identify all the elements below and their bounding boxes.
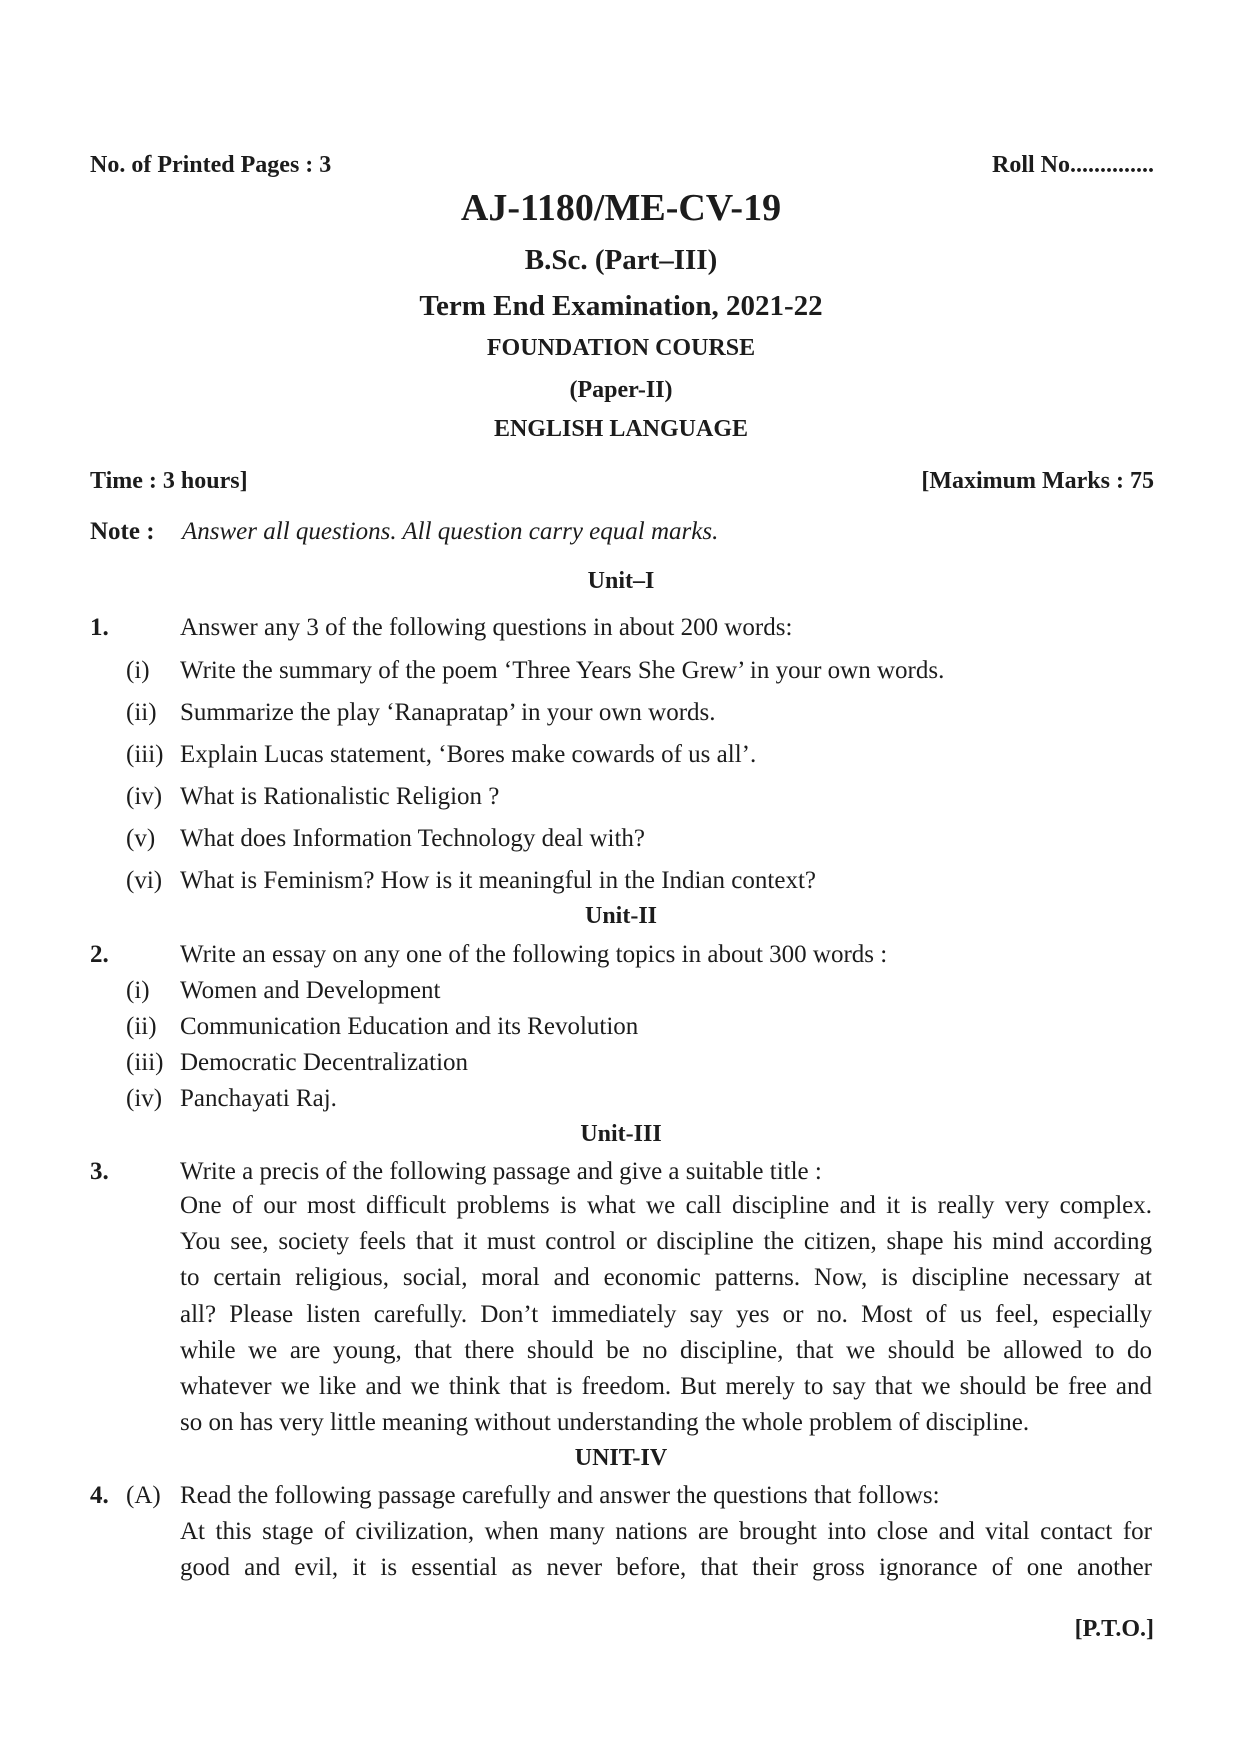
- q1-item-text: What is Feminism? How is it meaningful in the Indian context?: [180, 867, 816, 894]
- q1-item-text: Explain Lucas statement, ‘Bores make cowards of us all’.: [180, 741, 757, 768]
- paper-number: (Paper-II): [569, 377, 673, 403]
- q1-item-text: What does Information Technology deal with?: [180, 825, 646, 852]
- q2-item-label: (ii): [126, 1013, 157, 1040]
- q1-item-label: (v): [126, 825, 156, 852]
- exam-title: Term End Examination, 2021-22: [419, 290, 823, 322]
- passage-line: At this stage of civilization, when many nations are brought into close and vital contact for: [180, 1518, 1152, 1545]
- q2-item-label: (iv): [126, 1085, 163, 1112]
- question-3-text: Write a precis of the following passage and give a suitable title :: [180, 1158, 822, 1185]
- question-1-number: 1.: [90, 614, 109, 641]
- passage-line: good and evil, it is essential as never before, that their gross ignorance of one another: [180, 1554, 1152, 1582]
- q1-item-label: (i): [126, 657, 150, 684]
- passage-line: whatever we like and we think that is freedom. But merely to say that we should be free and: [180, 1372, 1152, 1400]
- time-allowed: Time : 3 hours]: [90, 468, 248, 494]
- q1-item-label: (iii): [126, 741, 164, 768]
- course-title: B.Sc. (Part–III): [524, 244, 718, 276]
- paper-code: AJ-1180/ME-CV-19: [460, 187, 782, 229]
- q2-item-text: Panchayati Raj.: [180, 1085, 337, 1112]
- maximum-marks: [Maximum Marks : 75: [921, 468, 1154, 494]
- foundation-course: FOUNDATION COURSE: [486, 335, 756, 361]
- precis-passage: [180, 1188, 1152, 1441]
- passage-line: all? Please listen carefully. Don’t immediately say yes or no. Most of us feel, especially: [180, 1300, 1152, 1328]
- question-1-text: Answer any 3 of the following questions in about 200 words:: [180, 614, 793, 641]
- q2-item-label: (iii): [126, 1049, 164, 1076]
- q2-item-text: Communication Education and its Revolution: [180, 1013, 639, 1040]
- note-text: Answer all questions. All question carry equal marks.: [182, 518, 719, 545]
- unit-2-heading: Unit-II: [584, 903, 657, 929]
- roll-no: Roll No..............: [992, 152, 1154, 178]
- pto-marker: [P.T.O.]: [1074, 1616, 1154, 1642]
- passage-line: You see, society feels that it must control or discipline the citizen, shape his mind according: [180, 1228, 1152, 1256]
- question-2-number: 2.: [90, 941, 109, 968]
- q1-item-text: Summarize the play ‘Ranapratap’ in your own words.: [180, 699, 716, 726]
- question-4-number: 4.: [90, 1482, 109, 1509]
- printed-pages: No. of Printed Pages : 3: [90, 152, 332, 178]
- passage-line: One of our most difficult problems is what we call discipline and it is really very complex.: [180, 1192, 1152, 1219]
- passage-line: so on has very little meaning without understanding the whole problem of discipline.: [180, 1409, 1030, 1437]
- question-3-number: 3.: [90, 1158, 109, 1185]
- note-label: Note :: [90, 518, 155, 545]
- comprehension-passage: [180, 1514, 1152, 1586]
- q1-item-text: What is Rationalistic Religion ?: [180, 783, 500, 810]
- q1-item-label: (vi): [126, 867, 163, 894]
- passage-line: to certain religious, social, moral and economic patterns. Now, is discipline necessary at: [180, 1264, 1152, 1292]
- unit-3-heading: Unit-III: [580, 1121, 662, 1147]
- q1-item-label: (ii): [126, 699, 157, 726]
- q1-item-text: Write the summary of the poem ‘Three Years She Grew’ in your own words.: [180, 657, 945, 684]
- unit-4-heading: UNIT-IV: [574, 1445, 668, 1471]
- question-4-part-label: (A): [126, 1482, 161, 1509]
- passage-line: while we are young, that there should be no discipline, that we should be allowed to do: [180, 1336, 1152, 1364]
- q2-item-text: Democratic Decentralization: [180, 1049, 469, 1076]
- question-4-text: Read the following passage carefully and answer the questions that follows:: [180, 1482, 940, 1509]
- unit-1-heading: Unit–I: [587, 568, 655, 594]
- question-2-text: Write an essay on any one of the following topics in about 300 words :: [180, 941, 888, 968]
- q2-item-label: (i): [126, 977, 150, 1004]
- q1-item-label: (iv): [126, 783, 163, 810]
- subject-title: ENGLISH LANGUAGE: [493, 416, 749, 442]
- q2-item-text: Women and Development: [180, 977, 441, 1004]
